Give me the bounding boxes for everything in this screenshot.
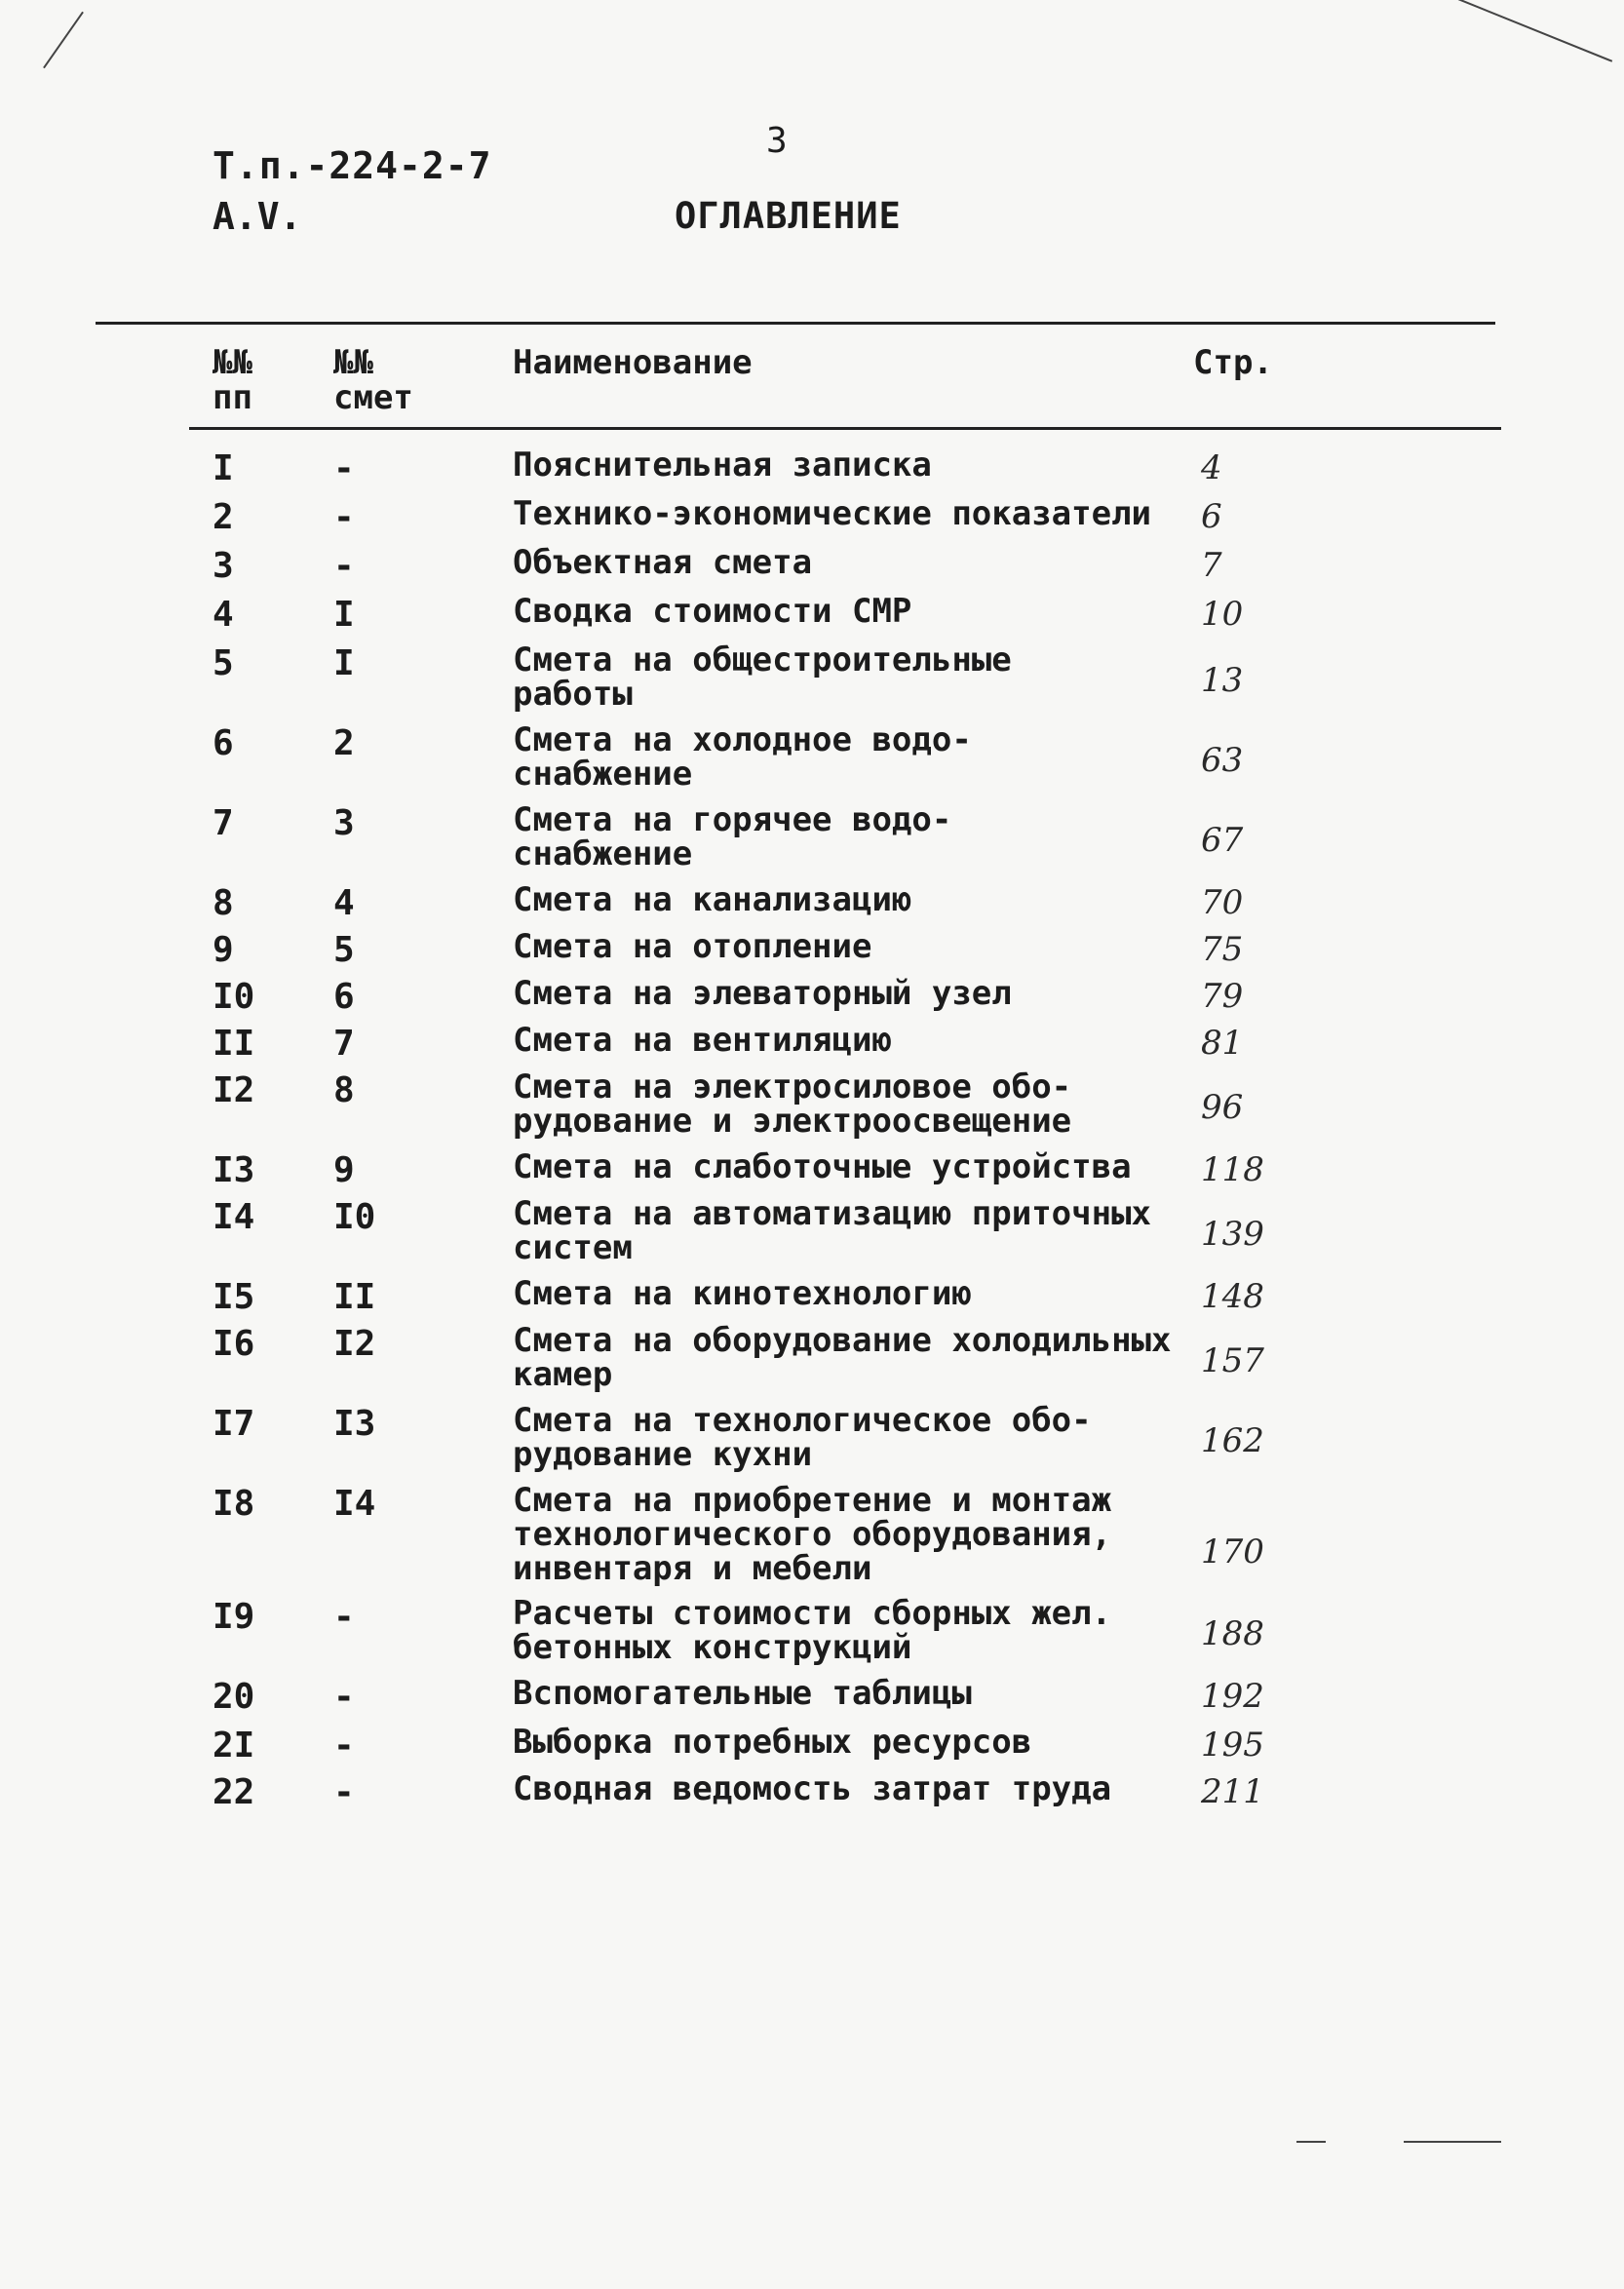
row-title: Сводка стоимости СМР [513,592,912,631]
row-number: I2 [213,1070,255,1110]
row-title: Смета на слаботочные устройства [513,1147,1132,1186]
row-estimate-number: 4 [333,883,355,923]
scan-mark [1404,2141,1501,2143]
row-page-number: 211 [1201,1772,1264,1811]
row-number: I [213,448,234,488]
row-page-number: 70 [1201,883,1244,922]
row-estimate-number: 7 [333,1024,355,1064]
row-page-number: 81 [1201,1024,1244,1063]
row-number: I4 [213,1197,255,1237]
row-number: I5 [213,1277,255,1317]
row-estimate-number: - [333,1677,355,1717]
row-title: Объектная смета [513,543,813,582]
row-page-number: 63 [1201,741,1244,780]
row-title: Смета на кинотехнологию [513,1274,972,1313]
row-page-number: 170 [1201,1532,1264,1571]
row-estimate-number: - [333,546,355,586]
row-page-number: 6 [1201,497,1222,536]
row-title: Технико-экономические показатели [513,494,1152,533]
row-estimate-number: 9 [333,1150,355,1190]
row-page-number: 4 [1201,448,1222,487]
row-estimate-number: I [333,595,355,635]
scan-mark [1458,0,1612,62]
row-number: 22 [213,1772,255,1812]
row-estimate-number: II [333,1277,376,1317]
row-page-number: 148 [1201,1277,1264,1316]
row-page-number: 118 [1201,1150,1264,1189]
row-title: Смета на канализацию [513,880,912,919]
document-code: Т.п.-224-2-7 [213,144,492,187]
row-title: Смета на холодное водо- снабжение [513,720,972,794]
row-page-number: 10 [1201,595,1244,634]
row-title: Смета на оборудование холодильных камер [513,1321,1172,1394]
row-page-number: 67 [1201,821,1244,860]
row-title: Выборка потребных ресурсов [513,1723,1032,1762]
row-title: Смета на горячее водо- снабжение [513,800,952,873]
row-number: I7 [213,1404,255,1444]
scan-mark [43,12,84,68]
row-number: 3 [213,546,234,586]
row-number: 9 [213,930,234,970]
row-number: I9 [213,1597,255,1637]
row-page-number: 188 [1201,1614,1264,1653]
page-title: ОГЛАВЛЕНИЕ [675,195,902,237]
row-number: II [213,1024,255,1064]
row-number: 7 [213,803,234,843]
row-estimate-number: I [333,643,355,683]
row-title: Смета на отопление [513,927,872,966]
row-page-number: 7 [1201,546,1222,585]
row-title: Смета на электросиловое обо- рудование и электроосвещение [513,1067,1072,1141]
row-number: 2I [213,1726,255,1765]
row-title: Смета на автоматизацию приточных систем [513,1194,1152,1267]
row-page-number: 13 [1201,661,1244,700]
row-page-number: 139 [1201,1215,1264,1254]
row-page-number: 192 [1201,1677,1264,1716]
row-number: 8 [213,883,234,923]
row-page-number: 157 [1201,1341,1264,1380]
row-estimate-number: I0 [333,1197,376,1237]
row-number: 4 [213,595,234,635]
top-divider [96,322,1495,325]
page-number: 3 [766,121,788,161]
album-label: А.V. [213,195,302,238]
row-title: Пояснительная записка [513,446,932,485]
row-title: Расчеты стоимости сборных жел. бетонных конструкций [513,1594,1112,1667]
header-divider [189,427,1501,430]
row-number: 6 [213,723,234,763]
row-estimate-number: 6 [333,977,355,1017]
row-page-number: 75 [1201,930,1244,969]
column-header-estimate: №№ смет [333,343,413,417]
row-title: Смета на вентиляцию [513,1021,892,1060]
row-number: I0 [213,977,255,1017]
row-title: Смета на элеваторный узел [513,974,1012,1013]
row-estimate-number: - [333,1726,355,1765]
row-estimate-number: - [333,1772,355,1812]
row-estimate-number: - [333,1597,355,1637]
row-estimate-number: I2 [333,1324,376,1364]
row-estimate-number: I4 [333,1484,376,1524]
row-estimate-number: - [333,497,355,537]
row-estimate-number: 5 [333,930,355,970]
row-page-number: 79 [1201,977,1244,1016]
column-header-name: Наименование [513,343,753,382]
row-number: I3 [213,1150,255,1190]
row-number: 2 [213,497,234,537]
column-header-number: №№ пп [213,343,252,417]
row-estimate-number: 2 [333,723,355,763]
row-number: I8 [213,1484,255,1524]
row-estimate-number: 8 [333,1070,355,1110]
row-page-number: 162 [1201,1421,1264,1460]
row-estimate-number: I3 [333,1404,376,1444]
scan-mark [1296,2141,1326,2143]
row-page-number: 96 [1201,1088,1244,1127]
row-estimate-number: - [333,448,355,488]
row-estimate-number: 3 [333,803,355,843]
row-number: 20 [213,1677,255,1717]
row-title: Смета на приобретение и монтаж технологического оборудования, инвентаря и мебели [513,1481,1112,1588]
row-title: Вспомогательные таблицы [513,1674,972,1713]
row-title: Смета на общестроительные работы [513,640,1012,714]
row-number: 5 [213,643,234,683]
row-page-number: 195 [1201,1726,1264,1765]
column-header-page: Стр. [1193,343,1273,382]
row-number: I6 [213,1324,255,1364]
row-title: Смета на технологическое обо- рудование кухни [513,1401,1092,1474]
row-title: Сводная ведомость затрат труда [513,1769,1112,1808]
